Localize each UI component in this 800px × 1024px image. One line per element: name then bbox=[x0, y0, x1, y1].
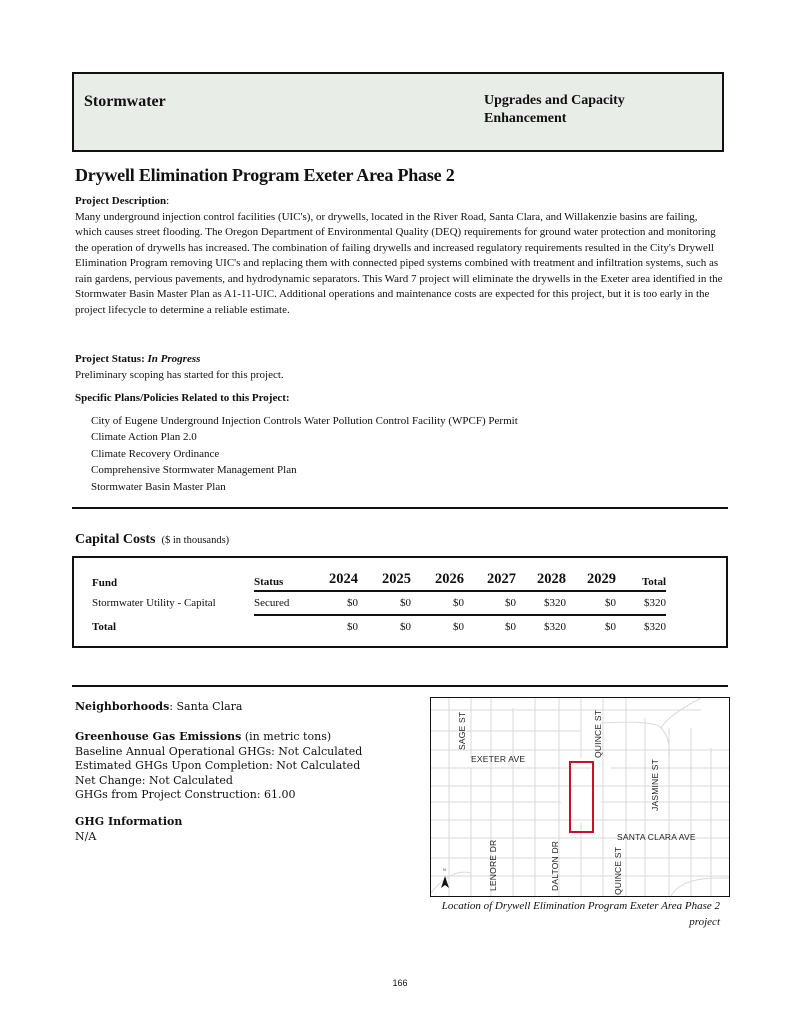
ghg-info-value: N/A bbox=[75, 829, 97, 843]
col-header-2029: 2029 bbox=[566, 566, 616, 591]
col-header-fund: Fund bbox=[92, 577, 118, 589]
ghg-line: GHGs from Project Construction: 61.00 bbox=[75, 788, 296, 801]
value-cell: $320 bbox=[516, 591, 566, 615]
value-cell: $0 bbox=[464, 591, 516, 615]
capital-costs-table bbox=[92, 566, 666, 638]
street-label-lenore: LENORE DR bbox=[488, 839, 498, 891]
capital-costs-heading bbox=[75, 532, 229, 548]
col-header-2026: 2026 bbox=[411, 566, 464, 591]
total-cell: $0 bbox=[347, 621, 358, 633]
plan-item: City of Eugene Underground Injection Controls Water Pollution Control Facility (WPCF) Permit bbox=[91, 415, 518, 427]
col-header-status: Status bbox=[254, 566, 306, 591]
value-cell: $320 bbox=[616, 591, 666, 615]
plan-item: Comprehensive Stormwater Management Plan bbox=[91, 464, 297, 477]
ghg-info-section bbox=[75, 815, 415, 844]
total-cell: $320 bbox=[644, 621, 666, 633]
total-cell: $0 bbox=[453, 621, 464, 633]
ghg-info-label: GHG Information bbox=[75, 815, 183, 828]
street-label-quince-south: QUINCE ST bbox=[613, 846, 623, 895]
total-cell: $0 bbox=[605, 621, 616, 633]
capital-costs-box bbox=[72, 556, 728, 648]
project-description-section: Project Description: Many underground injection control facilities (UIC's), or drywells, located in the River Road, Santa Clara, and Willakenzie basins are failing, which causes street flooding. The Oregon Department of Environmental Quality (DEQ) requirements for ground water protection and monitoring the operation of drywells has increased. The combination of failing drywells and increased regulatory requirements resulted in the City's Drywell Elimination Program removing UIC's and replacing them with connected piped systems combined with treatment and infiltration systems, such as rain gardens, pervious pavements, and hydrodynamic separators. This Ward 7 project will eliminate the drywells in the Exeter area identified in the Stormwater Basin Master Plan as A1-11-UIC. Additional operations and maintenance costs are expected for this project, but it is too early in the project lifecycle to determine a reliable estimate. bbox=[75, 194, 725, 318]
col-header-total: Total bbox=[616, 566, 666, 591]
status-value: In Progress bbox=[147, 353, 201, 365]
street-label-dalton: DALTON DR bbox=[550, 840, 560, 891]
capital-costs-subtitle: ($ in thousands) bbox=[161, 535, 230, 546]
status-note: Preliminary scoping has started for this project. bbox=[75, 368, 284, 381]
col-header-2028: 2028 bbox=[516, 566, 566, 591]
category-header bbox=[72, 72, 724, 152]
total-cell: $0 bbox=[400, 621, 411, 633]
project-title: Drywell Elimination Program Exeter Area Phase 2 bbox=[75, 165, 455, 185]
total-label: Total bbox=[92, 620, 117, 633]
table-header-row bbox=[92, 566, 666, 591]
street-label-santa-clara: SANTA CLARA AVE bbox=[617, 832, 696, 842]
plan-item: Climate Recovery Ordinance bbox=[91, 447, 220, 460]
capital-costs-title: Capital Costs bbox=[75, 532, 156, 547]
ghg-units: (in metric tons) bbox=[244, 730, 332, 743]
value-cell: $0 bbox=[358, 591, 411, 615]
plan-item: Climate Action Plan 2.0 bbox=[91, 431, 197, 444]
map-caption: Location of Drywell Elimination Program Exeter Area Phase 2 project bbox=[441, 900, 720, 928]
description-label: Project Description bbox=[75, 195, 167, 207]
col-header-2027: 2027 bbox=[464, 566, 516, 591]
col-header-2024: 2024 bbox=[306, 566, 358, 591]
fund-cell: Stormwater Utility - Capital bbox=[92, 597, 216, 609]
table-total-row bbox=[92, 615, 666, 638]
plan-item: Stormwater Basin Master Plan bbox=[91, 480, 226, 493]
neighborhoods-value: Santa Clara bbox=[176, 700, 243, 713]
page-number: 166 bbox=[392, 978, 408, 988]
location-map bbox=[430, 697, 730, 897]
ghg-section bbox=[75, 730, 415, 803]
ghg-line: Estimated GHGs Upon Completion: Not Calculated bbox=[75, 759, 361, 772]
svg-text:N: N bbox=[443, 867, 446, 872]
street-label-exeter: EXETER AVE bbox=[471, 754, 526, 764]
description-text: Many underground injection control facilities (UIC's), or drywells, located in the River Road, Santa Clara, and Willakenzie basins are failing, which causes street flooding. The Oregon Department of Environmental Quality (DEQ) requirements for ground water protection and monitoring the operation of drywells has increased. The combination of failing drywells and increased regulatory requirements resulted in the City's Drywell Elimination Program removing UIC's and replacing them with connected piped systems combined with treatment and infiltration systems, such as rain gardens, pervious pavements, and hydrodynamic separators. This Ward 7 project will eliminate the drywells in the Exeter area identified in the Stormwater Basin Master Plan as A1-11-UIC. Additional operations and maintenance costs are expected for this project, but it is too early in the project lifecycle to determine a reliable estimate. bbox=[75, 210, 723, 316]
status-cell: Secured bbox=[254, 591, 306, 615]
section-divider bbox=[72, 507, 728, 509]
status-label: Project Status bbox=[75, 353, 142, 365]
table-row bbox=[92, 591, 666, 615]
value-cell: $0 bbox=[306, 591, 358, 615]
value-cell: $0 bbox=[566, 591, 616, 615]
ghg-line: Baseline Annual Operational GHGs: Not Calculated bbox=[75, 744, 363, 758]
neighborhoods: Neighborhoods: Santa Clara bbox=[75, 700, 243, 713]
total-cell: $0 bbox=[505, 621, 516, 633]
subcategory-title: Upgrades and Capacity Enhancement bbox=[484, 93, 625, 126]
street-label-sage: SAGE ST bbox=[457, 711, 467, 750]
plans-list bbox=[91, 413, 518, 495]
col-header-2025: 2025 bbox=[358, 566, 411, 591]
neighborhoods-label: Neighborhoods bbox=[75, 700, 170, 713]
project-area-highlight bbox=[570, 762, 593, 832]
ghg-line: Net Change: Not Calculated bbox=[75, 773, 233, 787]
total-cell: $320 bbox=[544, 621, 566, 633]
category-title: Stormwater bbox=[84, 93, 166, 110]
project-status-section: Project Status: In Progress Preliminary scoping has started for this project. bbox=[75, 352, 725, 383]
street-label-quince-north: QUINCE ST bbox=[593, 709, 603, 758]
plans-heading: Specific Plans/Policies Related to this Project: bbox=[75, 392, 290, 404]
value-cell: $0 bbox=[411, 591, 464, 615]
section-divider bbox=[72, 685, 728, 687]
street-label-jasmine: JASMINE ST bbox=[650, 758, 660, 811]
map-street-grid bbox=[431, 698, 729, 896]
ghg-label: Greenhouse Gas Emissions bbox=[75, 730, 242, 743]
